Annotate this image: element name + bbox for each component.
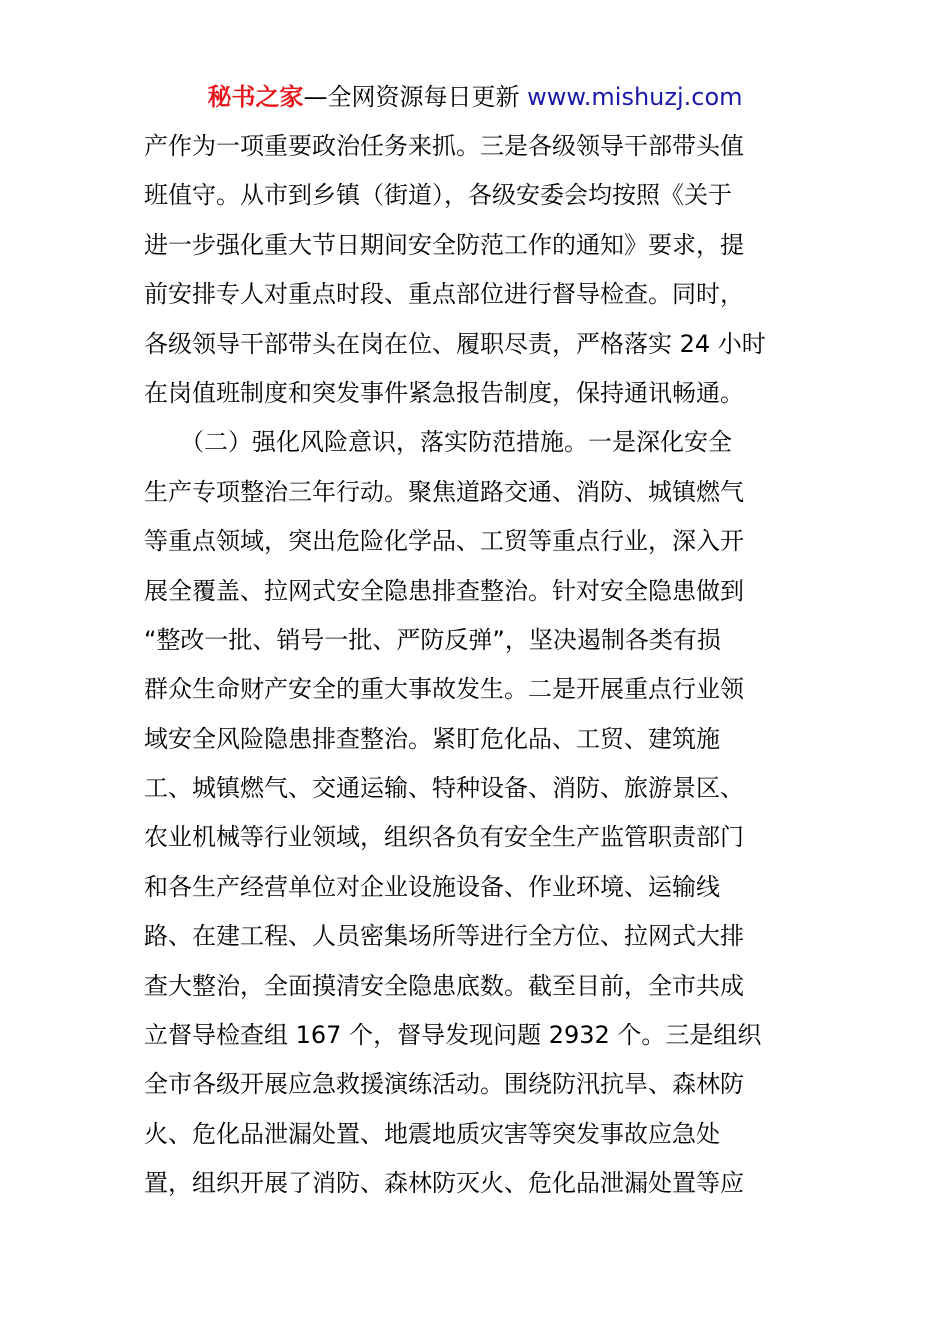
text-line: 产作为一项重要政治任务来抓。三是各级领导干部带头值	[144, 132, 744, 160]
text-line: 进一步强化重大节日期间安全防范工作的通知》要求，提	[144, 230, 744, 259]
text-line: 立督导检查组 167 个，督导发现问题 2932 个。三是组织	[144, 1021, 762, 1050]
text-line: 置，组织开展了消防、森林防灭火、危化品泄漏处置等应	[144, 1169, 744, 1198]
text-line: 和各生产经营单位对企业设施设备、作业环境、运输线	[144, 872, 720, 901]
site-url-link[interactable]: www.mishuzj.com	[527, 83, 743, 111]
document-body	[144, 122, 814, 1209]
text-line: 群众生命财产安全的重大事故发生。二是开展重点行业领	[144, 675, 744, 704]
text-line: 工、城镇燃气、交通运输、特种设备、消防、旅游景区、	[144, 774, 744, 803]
site-brand: 秘书之家	[207, 83, 304, 111]
text-line: 班值守。从市到乡镇（街道），各级安委会均按照《关于	[144, 181, 732, 210]
text-line: 在岗值班制度和突发事件紧急报告制度，保持通讯畅通。	[144, 378, 744, 407]
text-line: 全市各级开展应急救援演练活动。围绕防汛抗旱、森林防	[144, 1070, 744, 1099]
text-line: 前安排专人对重点时段、重点部位进行督导检查。同时，	[144, 280, 744, 309]
text-line: 农业机械等行业领域，组织各负有安全生产监管职责部门	[144, 823, 744, 852]
text-line: “整改一批、销号一批、严防反弹”，坚决遏制各类有损	[144, 625, 721, 654]
text-line: 生产专项整治三年行动。聚焦道路交通、消防、城镇燃气	[144, 477, 744, 506]
site-header	[0, 80, 950, 114]
site-tagline: —全网资源每日更新	[303, 83, 520, 111]
text-line: 域安全风险隐患排查整治。紧盯危化品、工贸、建筑施	[144, 724, 720, 753]
paragraph-heading-line: （二）强化风险意识，落实防范措施。一是深化安全	[144, 428, 732, 457]
text-line: 路、在建工程、人员密集场所等进行全方位、拉网式大排	[144, 922, 744, 951]
text-line: 展全覆盖、拉网式安全隐患排查整治。针对安全隐患做到	[144, 576, 744, 605]
text-line: 各级领导干部带头在岗在位、履职尽责，严格落实 24 小时	[144, 329, 766, 358]
text-line: 火、危化品泄漏处置、地震地质灾害等突发事故应急处	[144, 1119, 720, 1148]
text-line: 查大整治，全面摸清安全隐患底数。截至目前，全市共成	[144, 971, 744, 1000]
text-line: 等重点领域，突出危险化学品、工贸等重点行业，深入开	[144, 527, 744, 556]
